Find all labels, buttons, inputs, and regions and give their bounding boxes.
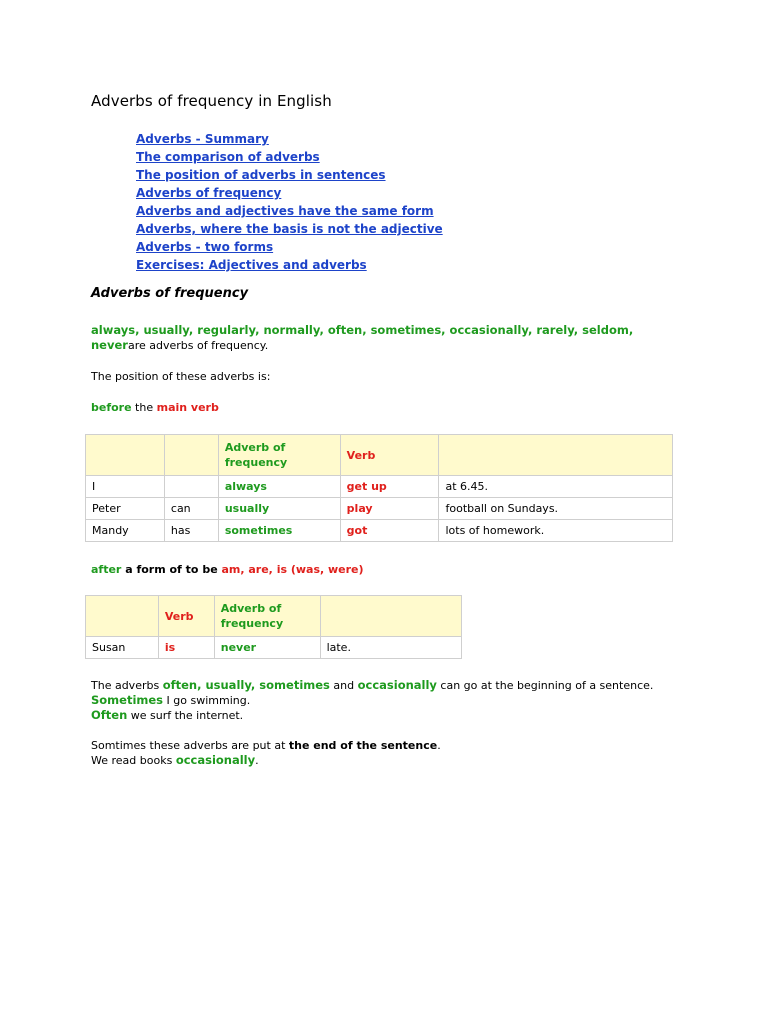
table-cell-auxiliary: has [164, 520, 218, 542]
table-cell-auxiliary [164, 476, 218, 498]
toc-item [136, 255, 443, 273]
example-sometimes: Sometimes [91, 693, 164, 707]
section-heading: Adverbs of frequency [91, 286, 249, 301]
table-header-cell [86, 596, 159, 637]
beginning-adverbs: often, usually, sometimes [162, 678, 330, 692]
table-cell-adverb: always [218, 476, 340, 498]
table-cell-subject: I [86, 476, 165, 498]
adverb-never: never [91, 338, 128, 352]
toc-link-summary[interactable]: Adverbs - Summary [136, 132, 269, 146]
end-paragraph [91, 739, 441, 768]
end-example-adverb: occasionally [175, 753, 256, 767]
toc-item [136, 201, 443, 219]
table-before-main-verb [85, 434, 673, 542]
end-example-suffix: . [255, 754, 259, 767]
table-row [86, 476, 673, 498]
toc-link-same-form[interactable]: Adverbs and adjectives have the same form [136, 204, 434, 218]
table-header-cell [86, 435, 165, 476]
table-cell-auxiliary: can [164, 498, 218, 520]
toc-link-not-adjective[interactable]: Adverbs, where the basis is not the adjective [136, 222, 443, 236]
table-of-contents [136, 129, 443, 273]
end-example-prefix: We read books [91, 754, 176, 767]
rule-before-the: the [131, 401, 157, 414]
table-cell-rest: at 6.45. [439, 476, 673, 498]
rule-after [91, 563, 364, 577]
table-cell-rest: lots of homework. [439, 520, 673, 542]
table-cell-rest: late. [320, 637, 461, 659]
toc-link-frequency[interactable]: Adverbs of frequency [136, 186, 282, 200]
toc-link-exercises[interactable]: Exercises: Adjectives and adverbs [136, 258, 367, 272]
table-cell-rest: football on Sundays. [439, 498, 673, 520]
toc-link-position[interactable]: The position of adverbs in sentences [136, 168, 386, 182]
rule-after-middle: a form of to be [121, 563, 222, 576]
table-row [86, 520, 673, 542]
beginning-paragraph [91, 678, 653, 723]
beginning-occasionally: occasionally [357, 678, 437, 692]
rule-after-word: after [91, 563, 122, 576]
beginning-suffix: can go at the beginning of a sentence. [436, 679, 654, 692]
table-cell-subject: Susan [86, 637, 159, 659]
example-often: Often [91, 708, 128, 722]
table-header-verb: Verb [340, 435, 439, 476]
page-title: Adverbs of frequency in English [91, 92, 332, 110]
table-cell-verb: is [158, 637, 214, 659]
table-header-cell [439, 435, 673, 476]
table-header-row [86, 596, 462, 637]
table-cell-adverb: never [214, 637, 320, 659]
table-row [86, 637, 462, 659]
end-suffix: . [437, 739, 441, 752]
table-header-cell [320, 596, 461, 637]
end-prefix: Somtimes these adverbs are put at [91, 739, 289, 752]
beginning-prefix: The adverbs [91, 679, 163, 692]
table-cell-verb: got [340, 520, 439, 542]
table-header-cell [164, 435, 218, 476]
beginning-and: and [329, 679, 358, 692]
table-header-adverb: Adverb of frequency [214, 596, 320, 637]
table-cell-verb: play [340, 498, 439, 520]
toc-item [136, 183, 443, 201]
table-header-adverb: Adverb of frequency [218, 435, 340, 476]
table-after-to-be [85, 595, 462, 659]
toc-item [136, 147, 443, 165]
end-bold: the end of the sentence [288, 739, 438, 752]
intro-suffix: are adverbs of frequency. [127, 339, 269, 352]
rule-before [91, 401, 219, 415]
table-cell-verb: get up [340, 476, 439, 498]
table-row [86, 498, 673, 520]
position-text: The position of these adverbs is: [91, 370, 271, 383]
table-cell-subject: Mandy [86, 520, 165, 542]
rule-before-word: before [91, 401, 132, 414]
toc-item [136, 219, 443, 237]
rule-to-be-forms: am, are, is (was, were) [221, 563, 364, 576]
toc-item [136, 165, 443, 183]
table-header-row [86, 435, 673, 476]
intro-paragraph [91, 323, 633, 353]
table-cell-adverb: usually [218, 498, 340, 520]
table-cell-subject: Peter [86, 498, 165, 520]
toc-item [136, 129, 443, 147]
table-header-verb: Verb [158, 596, 214, 637]
toc-link-two-forms[interactable]: Adverbs - two forms [136, 240, 274, 254]
table-cell-adverb: sometimes [218, 520, 340, 542]
example-sometimes-rest: I go swimming. [163, 694, 251, 707]
rule-main-verb: main verb [156, 401, 219, 414]
toc-item [136, 237, 443, 255]
example-often-rest: we surf the internet. [127, 709, 244, 722]
adverbs-list: always, usually, regularly, normally, often, sometimes, occasionally, rarely, seldom, [91, 323, 634, 337]
toc-link-comparison[interactable]: The comparison of adverbs [136, 150, 320, 164]
